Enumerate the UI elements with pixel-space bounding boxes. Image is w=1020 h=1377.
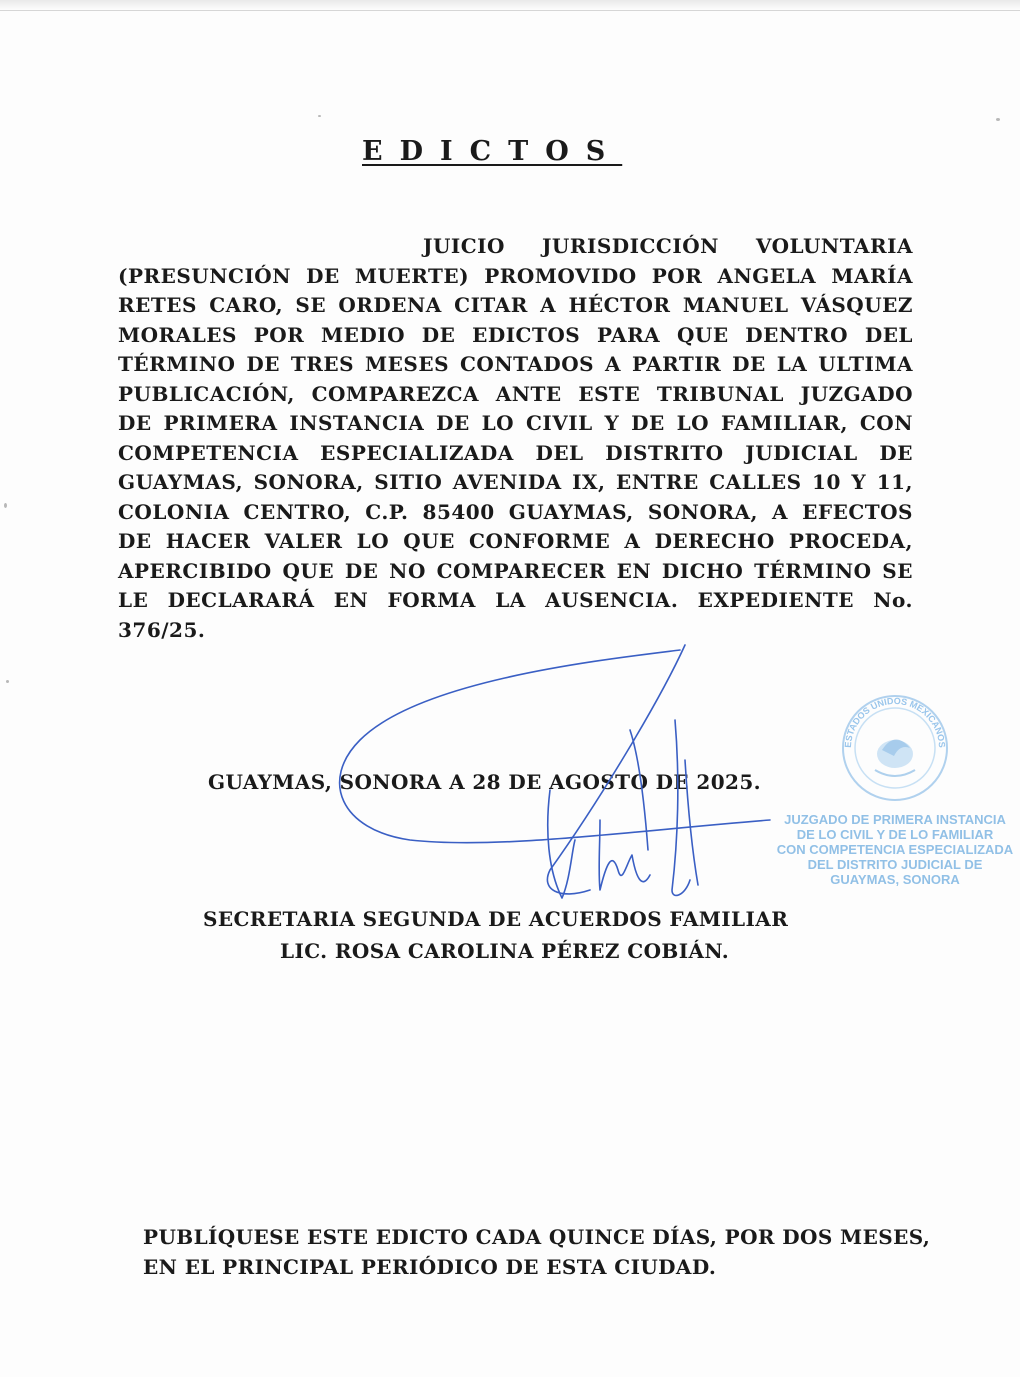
document-title: EDICTOS — [362, 136, 623, 167]
scan-top-edge — [0, 0, 1020, 11]
publication-note: PUBLÍQUESE ESTE EDICTO CADA QUINCE DÍAS, POR DOS MESES, EN EL PRINCIPAL PERIÓDICO DE ESTA CIUDAD. — [143, 1225, 931, 1279]
seal-text-line: DEL DISTRITO JUDICIAL DE — [807, 857, 983, 872]
seal-text-line: GUAYMAS, SONORA — [830, 872, 960, 887]
secretary-name: LIC. ROSA CAROLINA PÉREZ COBIÁN. — [280, 939, 730, 963]
seal-text-line: JUZGADO DE PRIMERA INSTANCIA — [784, 812, 1006, 827]
seal-text-line: DE LO CIVIL Y DE LO FAMILIAR — [796, 827, 994, 842]
scan-speck — [318, 115, 321, 117]
date-line: GUAYMAS, SONORA A 28 DE AGOSTO DE 2025. — [208, 770, 762, 794]
scan-speck — [6, 680, 9, 683]
secretary-title: SECRETARIA SEGUNDA DE ACUERDOS FAMILIAR — [203, 907, 789, 931]
edict-body: JUICIO JURISDICCIÓN VOLUNTARIA (PRESUNCIÓN DE MUERTE) PROMOVIDO POR ANGELA MARÍA RETES CARO, SE ORDENA CITAR A HÉCTOR MANUEL VÁSQUEZ MORALES POR MEDIO DE EDICTOS PARA QUE DENTRO DEL TÉRMINO DE TRES MESES CONTADOS A PARTIR DE LA ULTIMA PUBLICACIÓN, COMPAREZCA ANTE ESTE TRIBUNAL JUZGADO DE PRIMERA INSTANCIA DE LO CIVIL Y DE LO FAMILIAR, CON COMPETENCIA ESPECIALIZADA DEL DISTRITO JUDICIAL DE GUAYMAS, SONORA, SITIO AVENIDA IX, ENTRE CALLES 10 Y 11, COLONIA CENTRO, C.P. 85400 GUAYMAS, SONORA, A EFECTOS DE HACER VALER LO QUE CONFORME A DERECHO PROCEDA, APERCIBIDO QUE DE NO COMPARECER EN DICHO TÉRMINO SE LE DECLARARÁ EN FORMA LA AUSENCIA. EXPEDIENTE No. 376/25. — [118, 234, 913, 642]
scan-speck — [996, 118, 1000, 121]
seal-text-line: CON COMPETENCIA ESPECIALIZADA — [776, 842, 1014, 857]
court-seal-stamp — [770, 690, 1020, 920]
seal-ring-text: ESTADOS UNIDOS MEXICANOS — [842, 695, 948, 748]
seal-emblem — [770, 690, 1020, 820]
seal-text — [770, 812, 1020, 887]
scan-speck — [4, 503, 7, 508]
